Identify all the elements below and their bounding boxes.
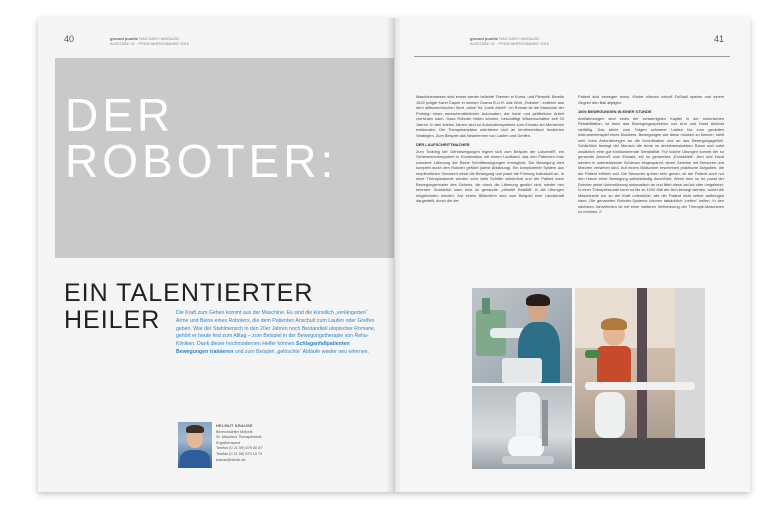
header-rule [414, 56, 730, 57]
magazine-spread [38, 18, 750, 492]
running-head-line2: AUSGABE 01 · FRÜHJAHR/SOMMER 2010 [110, 41, 190, 46]
running-head-brand: ground punkte [110, 36, 138, 41]
left-page [38, 18, 394, 492]
running-head-right-line1: DAS DAVO MAGAZIN [499, 36, 539, 41]
author-phone: Telefon (0 21 59) 679 50 87 [216, 446, 263, 451]
author-photo [178, 422, 212, 468]
author-email: krause@stmtk.de [216, 457, 246, 462]
text-column-2 [578, 94, 724, 215]
main-title [65, 89, 338, 187]
photo-robotic-leg [472, 386, 572, 469]
col1-heading: DER LAUFSCHRITTMACHER [416, 142, 470, 147]
author-info [216, 424, 336, 463]
col1-intro: Maschinenwesen sind immer wieder beliebte Themen in Kunst- und Filmwelt. Bereits 1922 prägte Karel Čapek in seinem Drama R.U.R. das Wort „Roboter“, entlehnt aus dem altitschechischen Wort „robot“ für „harte Arbeit“. Im Roman ist die Maschine der Prototyp eines menschenähnlichen Automaten, der harte und gefährliche Arbeit verrichten kann. Dass Roboter heilen können, beschäftigt Wissenschaftler seit 20 Jahren. In den letzten Jahren sind so Automatensysteme zum Einsatz am Menschen entstanden. Die Therapieansätze orientieren sich an lerntheoretisch fundierten Strategien. Zum Beispiel das Neuerlernen von Laufen und Greifen. [416, 94, 564, 138]
lead-text: Die Kraft zum Gehen kommt aus der Maschine. Es sind die künstlich „verlängerten“ Arme und Beine eines Roboters, die dem Patienten Anschub zum Laufen oder Greifen geben. War der Stahlmensch in den 20er Jahren noch Bestandteil utopischer Romane, gehört er heute fest zum Alltag – zum Beispiel in der Bewegungstherapie von Reha-Kliniken. Dank dieser hochmodernen Helfer können [176, 310, 376, 348]
running-head-left [110, 36, 200, 46]
author-role3: Ergotherapeut [216, 440, 241, 445]
col2-intro: Patient sich bewegen muss. Kinder können virtuell Fußball spielen und einem Gegner den Ball abjagen. [578, 94, 724, 105]
page-number-left: 40 [64, 34, 75, 44]
running-head-line1: DAS DAVO MAGAZIN [139, 36, 179, 41]
author-role1: Bereichsleiter Motorik [216, 429, 253, 434]
photo-child-gait-trainer [575, 288, 705, 469]
lead-paragraph [176, 310, 376, 357]
running-head-brand-right: ground punkte [470, 36, 498, 41]
end-mark: // [599, 209, 602, 214]
text-column-1 [416, 94, 564, 204]
main-title-line2: ROBOTER: [65, 135, 338, 187]
subtitle-line2: HEILER [64, 306, 161, 334]
author-role2: St. Mauritius Therapieklinik [216, 435, 262, 440]
author-fax: Telefax (0 21 59) 679 15 79 [216, 451, 263, 456]
subtitle-line1: EIN TALENTIERTER [64, 279, 314, 307]
page-fold [386, 18, 402, 492]
col1-body: Zum Training der Gehbewegungen eignet sich zum Beispiel der Lokomat®, ein Schienenmotorsystem in Kombination mit einem Laufband, das den Patienten trotz schwerer Lähmung der Beine Schrittbewegungen ermöglicht. Die Bewegung wird komplett durch den Roboter geführt (siehe Abbildung). Ein komplizierter System aus empfindlichen Sensoren misst die Bewegung und passt die Führung individuell an. In einer Therapiestunde werden sehr viele Schritte wiederholt und der Patient kann Bewegungsmuster des Gehens, die durch die Lähmung gestört sind, wieder neu erlernen. Zusätzlich kann eine so genannte „virtuelle Realität“ in die Übungen eingebunden werden. Auf einem Bildschirm wird zum Beispiel eine Landschaft dargestellt, durch die der [416, 148, 564, 203]
page-number-right: 41 [714, 34, 725, 44]
photo-woman-arm-robot [472, 288, 572, 383]
col2-heading: 1000 BEWEGUNGEN IN EINER STUNDE [578, 109, 652, 114]
lead-end: und zum Beispiel „gelöschte“ Abläufe wieder neu erlernen. [234, 348, 369, 355]
lead-bold: Schlaganfallpatienten Bewegungen trainieren [176, 341, 350, 355]
running-head-right [470, 36, 560, 46]
title-banner [55, 58, 394, 258]
right-page [394, 18, 750, 492]
author-name: HELMUT KRAUSE [216, 424, 253, 428]
running-head-right-line2: AUSGABE 01 · FRÜHJAHR/SOMMER 2010 [470, 41, 550, 46]
col2-body: Armlähmungen sind eines der schwierigsten Kapitel in der motorischen Rehabilitation, ist doch das Bewegungsspektrum von Arm und Hand äußerst vielfältig. Das reicht vom Tragen schwerer Lasten bis zum gezielten Instrumentenspiel eines Musikers. Bewegungen wie diese müssen zu können, stellt sehr hohe Anforderungen an die Koordination und an das Bewegungsgefühl. Schließlich bewegt der Mensch die Arme im dreidimensionalen Raum und nutzt zusätzlich eine gut funktionierende Sensibilität. Für solche Übungen kommt der so genannte Armeo® zum Einsatz, ein so genanntes „Exoskelett“: Arm und Hand werden in unterstützende Schienen eingespannt, deren Gelenke mit Sensoren und Motoren versehen sind. Auf einem Bildschirm erscheinen praktische Aufgaben, die der Patient erfüllen soll. Die Sensoren spüren sehr genau, ob der Patient auch nur den Hauch einer Bewegung selbstständig durchführt. Wenn dem so ist, passt der Roboter seine Unterstützung automatisch an und fährt diese zurück oder umgekehrt. In einer Therapiestunde kann so bis zu 1000 Mal der Arm bewegt werden, wobei die Maschinerie nur so viel Kraft unterstützt, wie der Patient nicht selber aufbringen kann. Die genannten Roboter-Systeme können tatsächlich „heilen“ helfen. In den nächsten Jahrzehnten ist mit einer weiteren Verfeinerung der Therapie-Maschinen zu rechnen. [578, 115, 724, 214]
main-title-line1: DER [65, 89, 175, 141]
